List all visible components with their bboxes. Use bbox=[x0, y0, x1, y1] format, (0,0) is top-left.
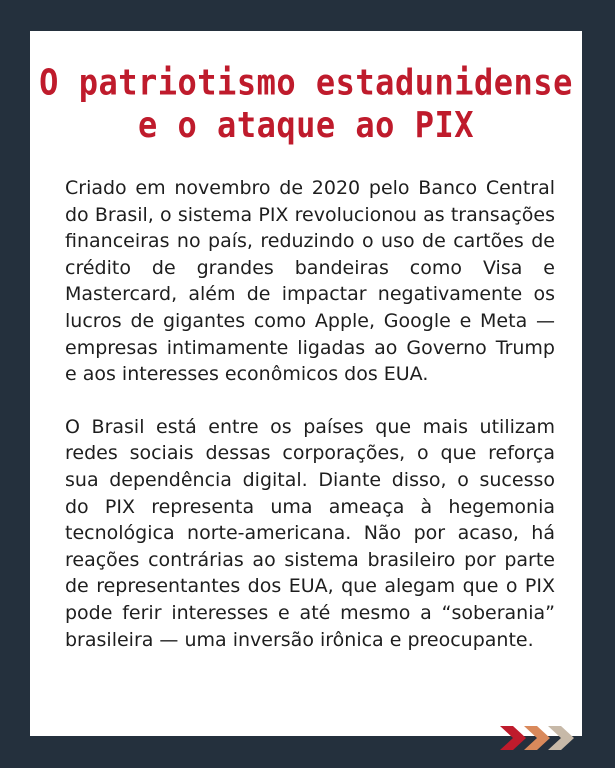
page-title bbox=[30, 61, 582, 146]
next-arrows-icon[interactable] bbox=[500, 724, 576, 752]
title-line-1: O patriotismo estadunidense bbox=[39, 61, 573, 104]
arrow-chevron-2 bbox=[524, 726, 550, 750]
title-line-2: e o ataque ao PIX bbox=[137, 103, 474, 147]
article-body bbox=[65, 175, 555, 653]
paragraph-1: Criado em novembro de 2020 pelo Banco Central do Brasil, o sistema PIX revolucionou as transações financeiras no país, reduzindo o uso de cartões de crédito de grandes bandeiras como Visa e Mastercard, além de impactar negativamente os lucros de gigantes como Apple, Google e Meta — empresas intimamente ligadas ao Governo Trump e aos interesses econômicos dos EUA. bbox=[65, 177, 555, 386]
paragraph-2: O Brasil está entre os países que mais utilizam redes sociais dessas corporações, o que reforça sua dependência digital. Diante disso, o sucesso do PIX representa uma ameaça à hegemonia tecnológica norte-americana. Não por acaso, há reações contrárias ao sistema brasileiro por parte de representantes dos EUA, que alegam que o PIX pode ferir interesses e até mesmo a “soberania” brasileira — uma inversão irônica e preocupante. bbox=[65, 415, 555, 651]
content-card bbox=[30, 31, 582, 736]
arrow-chevron-3 bbox=[548, 726, 574, 750]
arrow-chevron-1 bbox=[500, 726, 526, 750]
